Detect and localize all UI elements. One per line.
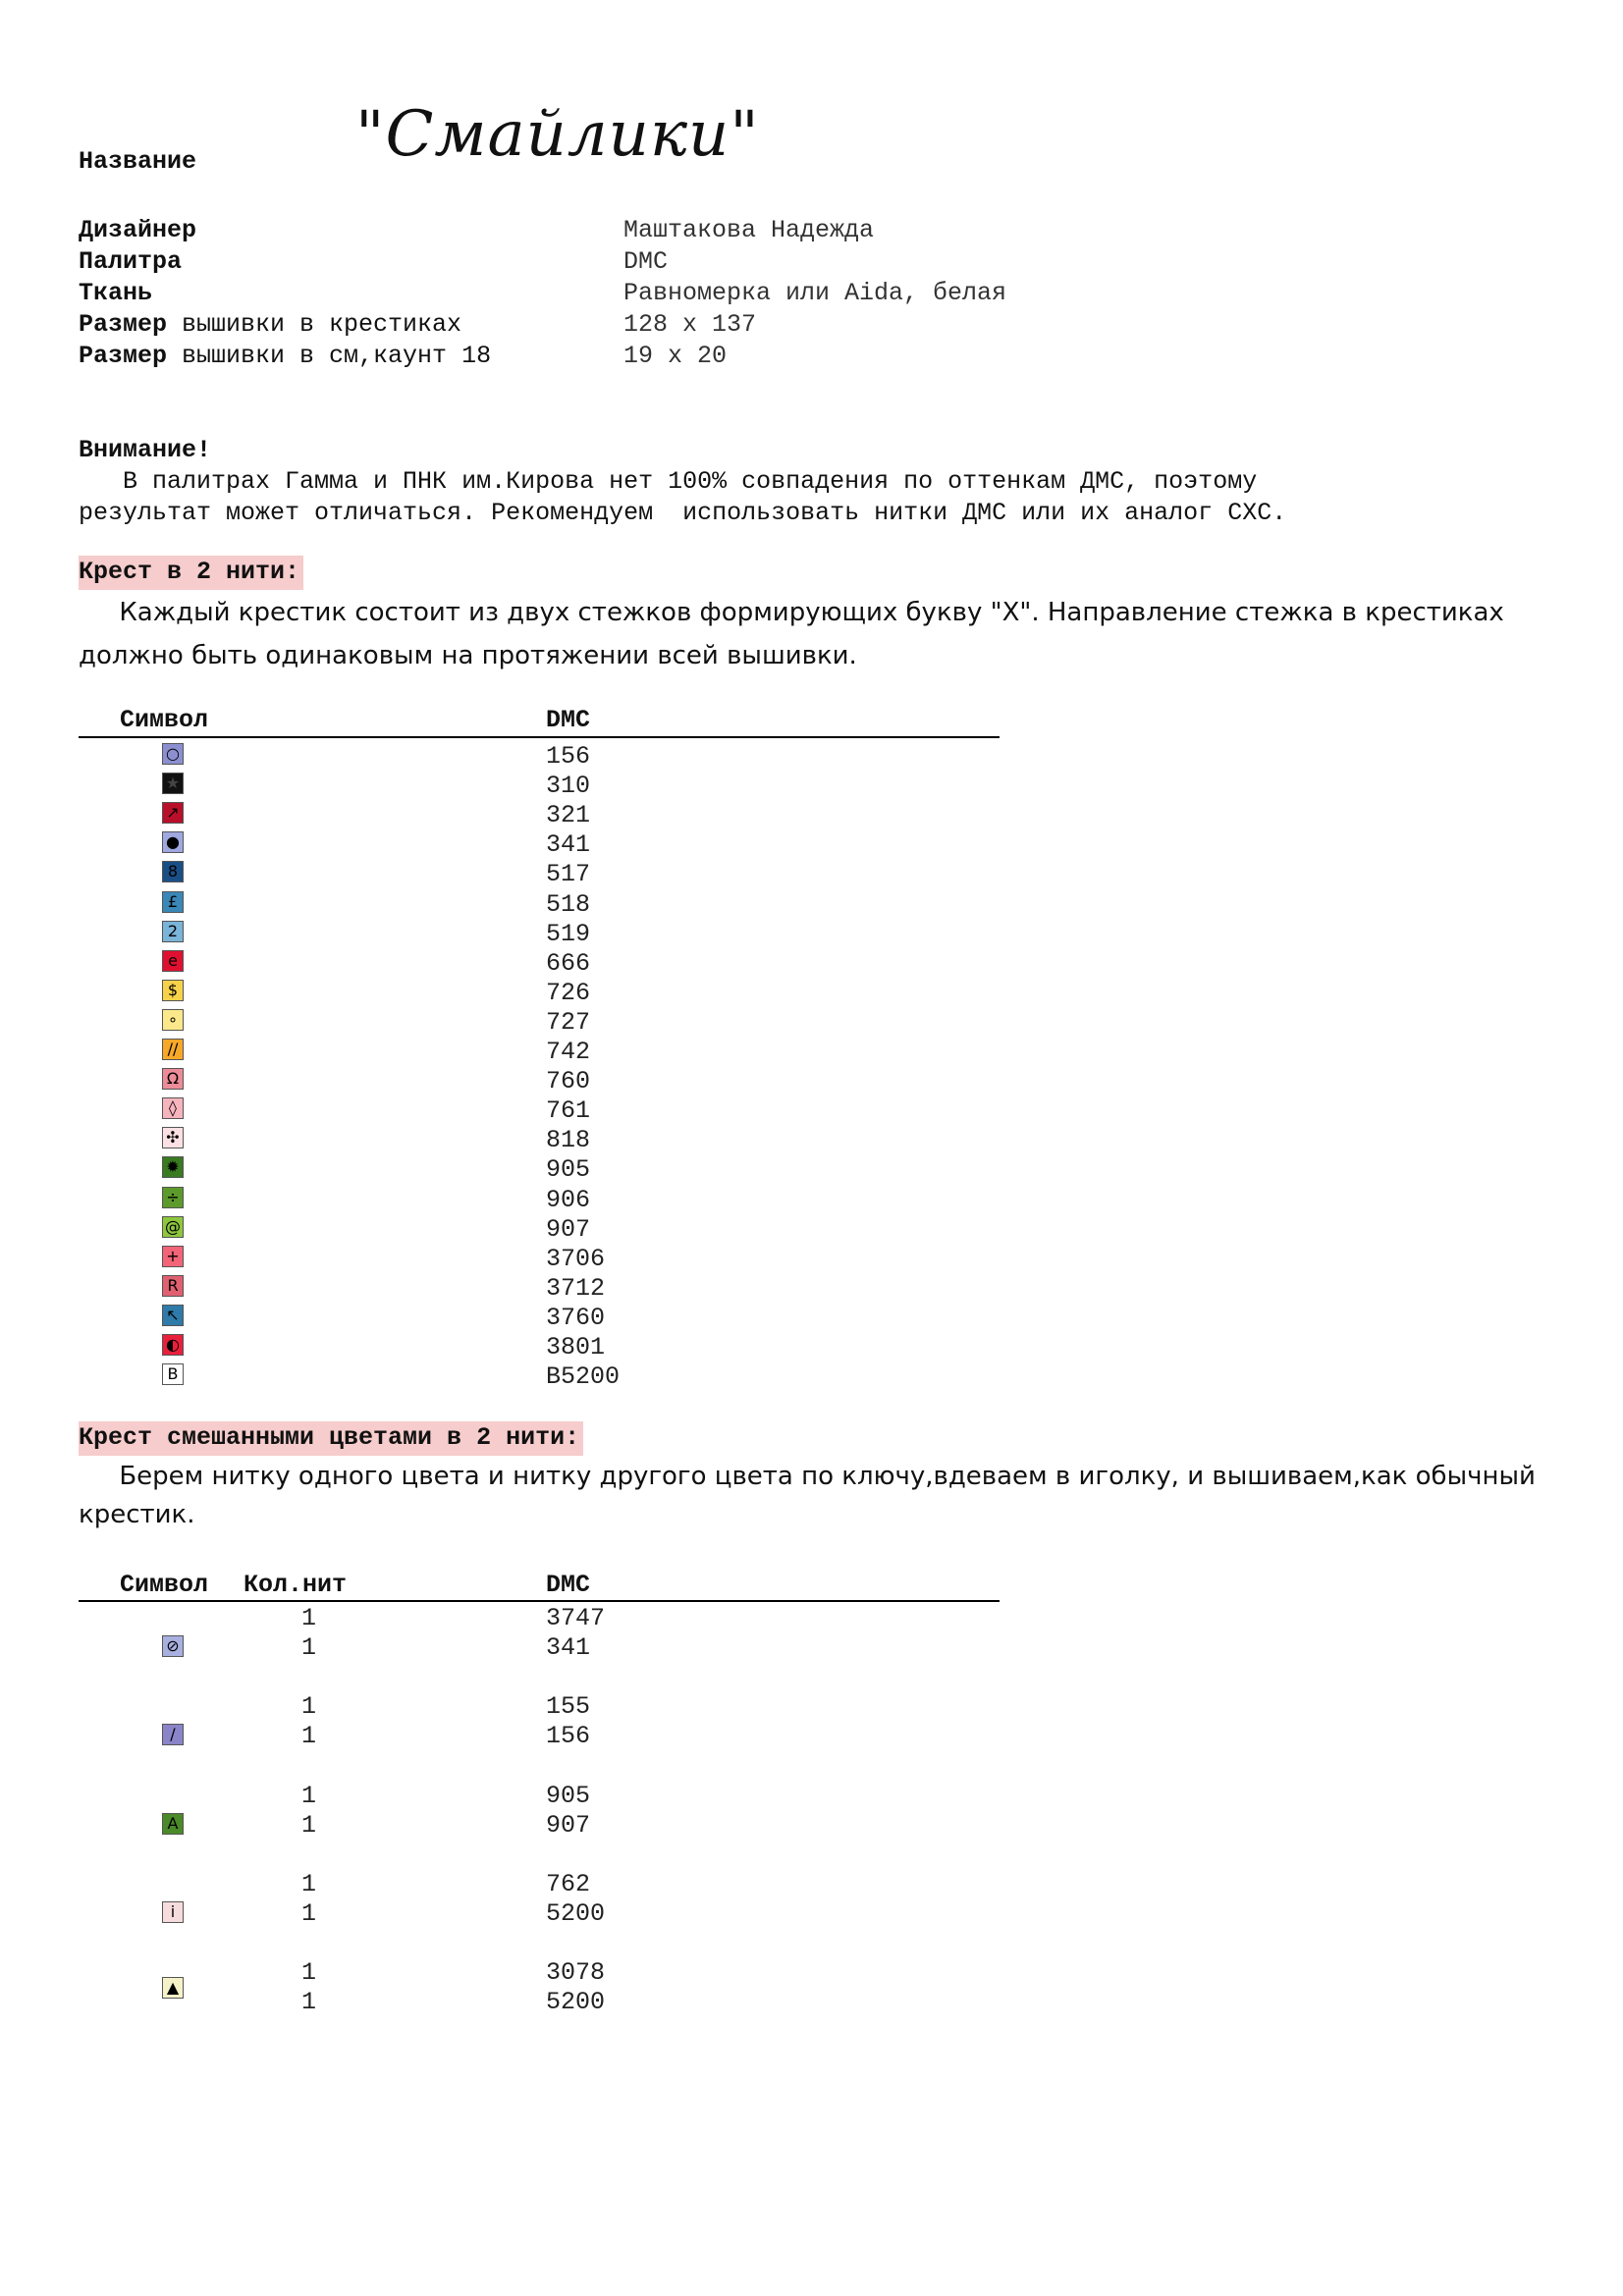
- dmc-code: 906: [546, 1186, 591, 1214]
- dmc-code: 341: [546, 830, 591, 859]
- blend-symbol-swatch-icon: ⊘: [162, 1635, 184, 1657]
- dmc-code: 341: [546, 1633, 591, 1662]
- symbol-swatch-icon: ✣: [162, 1127, 184, 1148]
- dmc-code: 907: [546, 1215, 591, 1244]
- dmc-code: 3747: [546, 1604, 606, 1632]
- thread-count: 1: [301, 1722, 317, 1750]
- symbol-swatch-icon: ↗: [162, 802, 184, 824]
- thread-count: 1: [301, 1633, 317, 1662]
- dmc-code: 727: [546, 1008, 591, 1037]
- section-1-heading-text: Крест в 2 нити:: [79, 556, 303, 590]
- attention-title: Внимание!: [79, 436, 212, 464]
- field-label: [79, 312, 461, 337]
- dmc-code: B5200: [546, 1362, 621, 1391]
- symbol-swatch-icon: ↖: [162, 1305, 184, 1326]
- section-1-col-symbol: Символ: [120, 706, 209, 734]
- field-label-bold: Ткань: [79, 279, 153, 307]
- section-1-heading: [79, 560, 303, 584]
- dmc-code: 517: [546, 860, 591, 888]
- field-value: 19 x 20: [623, 342, 728, 370]
- dmc-code: 742: [546, 1038, 591, 1066]
- name-label: Название: [79, 147, 197, 176]
- dmc-code: 155: [546, 1692, 591, 1721]
- section-2-text-line-1: Берем нитку одного цвета и нитку другого цвета по ключу,вдеваем в иголку, и вышиваем,как обычный: [79, 1462, 1536, 1491]
- section-2-col-symbol: Символ: [120, 1571, 209, 1599]
- section-1-text-line-2: должно быть одинаковым на протяжении всей вышивки.: [79, 641, 857, 670]
- blend-symbol-swatch-icon: i: [162, 1901, 184, 1923]
- thread-count: 1: [301, 1870, 317, 1898]
- dmc-code: 3801: [546, 1333, 606, 1362]
- section-2-table-rule: [79, 1600, 1000, 1602]
- dmc-code: 5200: [546, 1988, 606, 2016]
- field-value: Равномерка или Aida, белая: [623, 279, 1007, 307]
- section-2-col-count: Кол.нит: [243, 1571, 348, 1599]
- dmc-code: 518: [546, 890, 591, 919]
- symbol-swatch-icon: R: [162, 1275, 184, 1297]
- dmc-code: 310: [546, 772, 591, 800]
- dmc-code: 762: [546, 1870, 591, 1898]
- symbol-swatch-icon: 2: [162, 921, 184, 942]
- field-label: [79, 281, 152, 305]
- symbol-swatch-icon: ✹: [162, 1156, 184, 1178]
- symbol-swatch-icon: //: [162, 1039, 184, 1060]
- symbol-swatch-icon: e: [162, 950, 184, 972]
- thread-count: 1: [301, 1899, 317, 1928]
- dmc-code: 3078: [546, 1958, 606, 1987]
- thread-count: 1: [301, 1692, 317, 1721]
- pattern-title: "Смайлики": [355, 98, 760, 171]
- field-label-bold: Размер: [79, 342, 168, 370]
- dmc-code: 818: [546, 1126, 591, 1154]
- symbol-swatch-icon: ◐: [162, 1334, 184, 1356]
- field-label: [79, 344, 491, 368]
- symbol-swatch-icon: ∘: [162, 1009, 184, 1031]
- section-1-col-dmc: DMC: [546, 706, 591, 734]
- field-label-bold: Палитра: [79, 247, 183, 276]
- thread-count: 1: [301, 1958, 317, 1987]
- field-label-bold: Дизайнер: [79, 216, 197, 244]
- field-label-bold: Размер: [79, 310, 168, 339]
- section-1-text-line-1: Каждый крестик состоит из двух стежков формирующих букву "X". Направление стежка в крестиках: [79, 598, 1504, 627]
- symbol-swatch-icon: B: [162, 1363, 184, 1385]
- symbol-swatch-icon: @: [162, 1216, 184, 1238]
- dmc-code: 3706: [546, 1245, 606, 1273]
- thread-count: 1: [301, 1988, 317, 2016]
- attention-line-1: В палитрах Гамма и ПНК им.Кирова нет 100% совпадения по оттенкам ДМС, поэтому: [79, 467, 1258, 496]
- symbol-swatch-icon: ○: [162, 743, 184, 765]
- section-2-col-dmc: DMC: [546, 1571, 591, 1599]
- field-value: Маштакова Надежда: [623, 216, 875, 244]
- dmc-code: 156: [546, 742, 591, 771]
- dmc-code: 761: [546, 1096, 591, 1125]
- field-label: [79, 218, 196, 242]
- symbol-swatch-icon: Ω: [162, 1068, 184, 1090]
- section-2-text-line-2: крестик.: [79, 1500, 195, 1529]
- symbol-swatch-icon: £: [162, 891, 184, 913]
- section-2-heading: [79, 1425, 583, 1450]
- field-label-rest: вышивки в см,каунт 18: [167, 342, 492, 370]
- thread-count: 1: [301, 1811, 317, 1840]
- symbol-swatch-icon: ●: [162, 831, 184, 853]
- blend-symbol-swatch-icon: ▲: [162, 1977, 184, 1999]
- field-value: DMC: [623, 247, 669, 276]
- dmc-code: 3760: [546, 1304, 606, 1332]
- dmc-code: 666: [546, 949, 591, 978]
- dmc-code: 905: [546, 1782, 591, 1810]
- field-value: 128 x 137: [623, 310, 757, 339]
- blend-symbol-swatch-icon: /: [162, 1724, 184, 1745]
- symbol-swatch-icon: 8: [162, 861, 184, 882]
- symbol-swatch-icon: $: [162, 980, 184, 1001]
- dmc-code: 5200: [546, 1899, 606, 1928]
- thread-count: 1: [301, 1604, 317, 1632]
- symbol-swatch-icon: ◊: [162, 1097, 184, 1119]
- attention-line-2: результат может отличаться. Рекомендуем использовать нитки ДМС или их аналог СХС.: [79, 499, 1287, 527]
- dmc-code: 156: [546, 1722, 591, 1750]
- dmc-code: 519: [546, 920, 591, 948]
- blend-symbol-swatch-icon: A: [162, 1813, 184, 1835]
- dmc-code: 321: [546, 801, 591, 829]
- symbol-swatch-icon: ★: [162, 773, 184, 794]
- section-2-heading-text: Крест смешанными цветами в 2 нити:: [79, 1421, 583, 1456]
- dmc-code: 3712: [546, 1274, 606, 1303]
- symbol-swatch-icon: +: [162, 1246, 184, 1267]
- dmc-code: 726: [546, 979, 591, 1007]
- section-1-table-rule: [79, 736, 1000, 738]
- symbol-swatch-icon: ÷: [162, 1187, 184, 1208]
- field-label: [79, 249, 182, 274]
- dmc-code: 760: [546, 1067, 591, 1095]
- thread-count: 1: [301, 1782, 317, 1810]
- field-label-rest: вышивки в крестиках: [167, 310, 462, 339]
- dmc-code: 905: [546, 1155, 591, 1184]
- dmc-code: 907: [546, 1811, 591, 1840]
